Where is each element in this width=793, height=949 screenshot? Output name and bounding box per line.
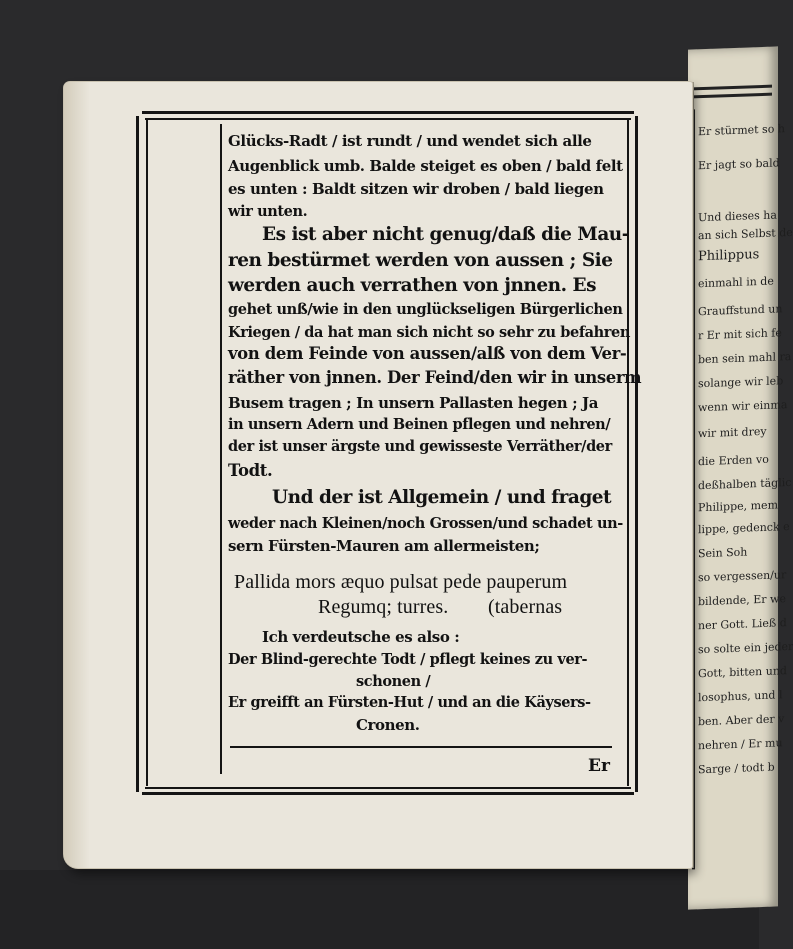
facing-text-line: Philippe, mem	[698, 498, 778, 515]
frame-left-rule-inner	[146, 120, 148, 786]
facing-text-line: Sarge / todt b	[698, 760, 775, 777]
facing-text-line: losophus, und l	[698, 688, 783, 705]
facing-page	[688, 46, 793, 909]
text-line: Es ist aber nicht genug/daß die Mau-	[262, 224, 629, 245]
frame-bottom-rule	[142, 792, 634, 795]
facing-text-line: Er stürmet so h	[698, 122, 785, 139]
text-line: wir unten.	[228, 203, 308, 220]
verse-line: Er greifft an Fürsten-Hut / und an die Käysers-	[228, 694, 591, 711]
facing-page-rule	[692, 93, 772, 99]
catchword: Er	[588, 756, 610, 776]
facing-text-line: ner Gott. Ließ d	[698, 616, 787, 633]
facing-page-rule	[692, 85, 772, 91]
facing-text-line: lippe, gedenck e	[698, 520, 790, 537]
text-line: werden auch verrathen von jnnen. Es	[228, 275, 596, 296]
facing-text-line: wir mit drey	[698, 424, 767, 441]
latin-quote-turnover: (tabernas	[488, 596, 563, 618]
text-line: Augenblick umb. Balde steiget es oben / bald felt	[228, 157, 623, 175]
facing-text-line: die Erden vo	[698, 452, 769, 469]
facing-text-line: einmahl in de	[698, 274, 774, 291]
latin-quote-line: Regumq; turres.	[318, 596, 449, 618]
text-line: der ist unser ärgste und gewisseste Verräther/der	[228, 438, 612, 455]
facing-text-line: so solte ein jeder	[698, 639, 793, 657]
facing-text-line: deßhalben täglic	[698, 475, 792, 493]
facing-text-line: Gott, bitten und	[698, 664, 787, 681]
text-column-rule	[220, 124, 222, 774]
frame-top-rule	[142, 111, 634, 114]
verse-line: schonen /	[356, 673, 431, 690]
verse-line: Cronen.	[356, 716, 420, 734]
text-line: gehet unß/wie in den unglückseligen Bürgerlichen	[228, 301, 623, 318]
text-end-rule	[230, 746, 612, 748]
frame-top-rule-inner	[145, 118, 631, 120]
facing-text-line: bildende, Er we	[698, 592, 786, 609]
latin-quote-line: Pallida mors æquo pulsat pede pauperum	[234, 571, 568, 593]
text-line: Ich verdeutsche es also :	[262, 628, 460, 646]
verse-line: Der Blind-gerechte Todt / pflegt keines zu ver-	[228, 651, 588, 668]
frame-left-rule	[136, 116, 139, 792]
facing-text-line: wenn wir einma	[698, 398, 788, 415]
text-line: Glücks-Radt / ist rundt / und wendet sich alle	[228, 132, 592, 150]
frame-right-rule-inner	[627, 120, 629, 786]
facing-text-line: nehren / Er mu	[698, 736, 783, 753]
text-line: in unsern Adern und Beinen pflegen und nehren/	[228, 416, 611, 433]
text-line: räther von jnnen. Der Feind/den wir in unserm	[228, 368, 642, 387]
page-shadow	[64, 82, 90, 868]
facing-text-line: so vergessen/ur	[698, 568, 787, 585]
text-line: von dem Feinde von aussen/alß von dem Ver-	[228, 344, 627, 363]
frame-bottom-rule-inner	[145, 787, 631, 789]
text-line: sern Fürsten-Mauren am allermeisten;	[228, 537, 540, 555]
text-line: Und der ist Allgemein / und fraget	[272, 487, 612, 508]
facing-text-line: Er jagt so bald	[698, 156, 780, 173]
facing-text-line: r Er mit sich fe	[698, 326, 782, 343]
facing-text-line: Und dieses ha	[698, 208, 777, 225]
frame-right-rule	[635, 116, 638, 792]
text-line: es unten : Baldt sitzen wir droben / bald liegen	[228, 180, 604, 198]
book-page	[64, 82, 692, 868]
facing-text-line: Philippus	[698, 247, 760, 265]
text-line: ren bestürmet werden von aussen ; Sie	[228, 250, 613, 271]
facing-text-line: ben. Aber der v	[698, 712, 785, 729]
facing-text-line: an sich Selbst de	[698, 225, 793, 243]
backdrop	[0, 870, 759, 949]
facing-text-line: solange wir leb	[698, 374, 784, 391]
text-line: Todt.	[228, 461, 273, 480]
text-line: Busem tragen ; In unsern Pallasten hegen ; Ja	[228, 394, 599, 412]
facing-text-line: Grauffstund un	[698, 302, 783, 319]
text-line: weder nach Kleinen/noch Grossen/und schadet un-	[228, 515, 623, 532]
facing-text-line: ben sein mahl ra	[698, 349, 792, 367]
text-line: Kriegen / da hat man sich nicht so sehr zu befahren	[228, 324, 630, 341]
facing-text-line: Sein Soh	[698, 545, 748, 561]
